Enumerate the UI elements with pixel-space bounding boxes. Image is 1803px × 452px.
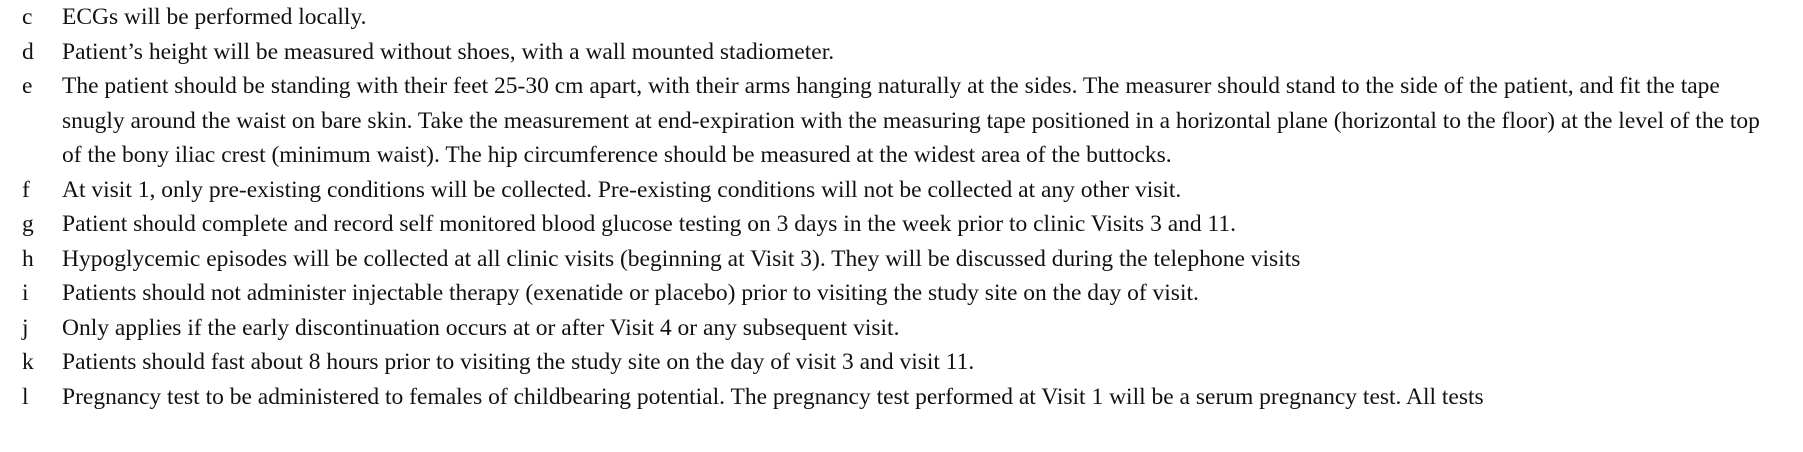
footnote-c	[22, 0, 1782, 35]
footnote-j	[22, 311, 1782, 346]
footnote-list	[22, 0, 1782, 414]
footnote-letter: f	[22, 176, 30, 203]
footnote-letter: h	[22, 245, 34, 272]
footnote-text: Hypoglycemic episodes will be collected at all clinic visits (beginning at Visit 3). They will be discussed during the telephone visits	[62, 245, 1301, 272]
footnote-letter: d	[22, 38, 34, 65]
footnote-text: At visit 1, only pre-existing conditions will be collected. Pre-existing conditions will not be collected at any other visit.	[62, 176, 1182, 203]
footnote-letter: c	[22, 4, 33, 30]
footnote-g	[22, 207, 1782, 242]
footnote-e	[22, 69, 1782, 173]
footnote-letter: g	[22, 211, 34, 237]
footnote-h	[22, 242, 1782, 277]
footnote-letter: k	[22, 349, 34, 375]
footnote-letter: j	[22, 314, 29, 341]
footnote-text: Only applies if the early discontinuation occurs at or after Visit 4 or any subsequent visit.	[62, 314, 900, 341]
footnote-text: Patients should fast about 8 hours prior to visiting the study site on the day of visit 3 and visit 11.	[62, 349, 975, 375]
footnote-letter: e	[22, 73, 33, 99]
footnote-text: The patient should be standing with their feet 25-30 cm apart, with their arms hanging naturally at the sides. The measurer should stand to the side of the patient, and fit the tape snugly around the waist on bare skin. Take the measurement at end-expiration with the measuring tape positioned in a horizontal plane (horizontal to the floor) at the level of the top of the bony iliac crest (minimum waist). The hip circumference should be measured at the widest area of the buttocks.	[62, 73, 1760, 168]
footnote-i	[22, 276, 1782, 311]
footnote-letter: i	[22, 280, 29, 306]
footnote-f	[22, 173, 1782, 208]
footnote-k	[22, 345, 1782, 380]
footnote-text: ECGs will be performed locally.	[62, 4, 367, 30]
footnote-text: Patient should complete and record self monitored blood glucose testing on 3 days in the week prior to clinic Visits 3 and 11.	[62, 211, 1237, 237]
footnote-l	[22, 380, 1782, 415]
footnote-d	[22, 35, 1782, 70]
footnote-text: Pregnancy test to be administered to females of childbearing potential. The pregnancy test performed at Visit 1 will be a serum pregnancy test. All tests	[62, 383, 1484, 410]
footnote-text: Patients should not administer injectable therapy (exenatide or placebo) prior to visiting the study site on the day of visit.	[62, 280, 1199, 306]
footnote-letter: l	[22, 383, 29, 410]
footnote-text: Patient’s height will be measured without shoes, with a wall mounted stadiometer.	[62, 38, 835, 65]
